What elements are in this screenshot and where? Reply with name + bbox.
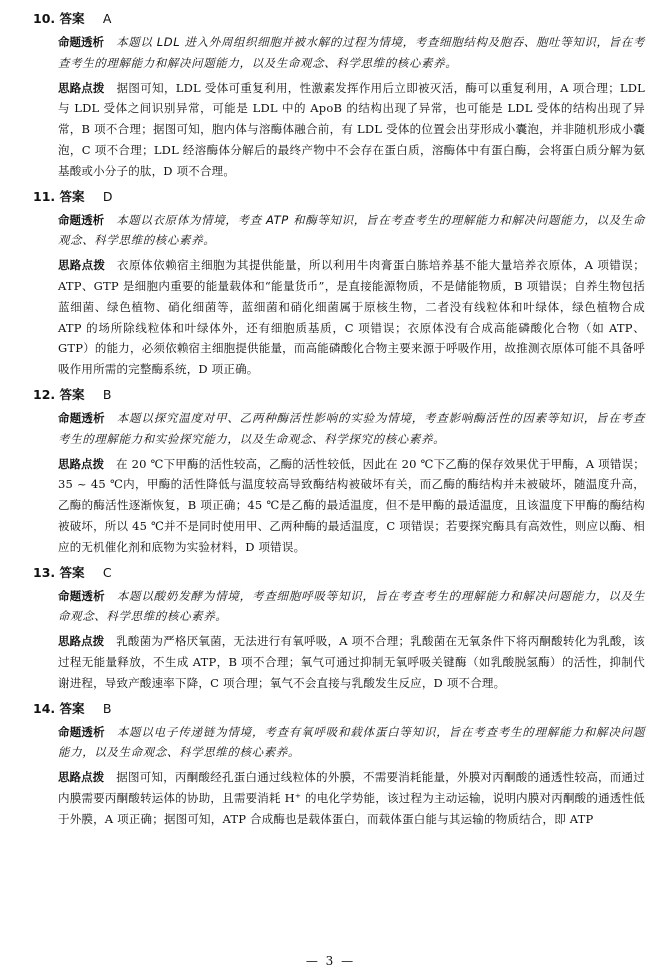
question-10 — [33, 10, 645, 182]
hint-paragraph — [58, 631, 645, 693]
answer-value: A — [102, 11, 112, 26]
question-12 — [33, 386, 645, 558]
question-number: 13. — [33, 564, 56, 580]
hint-label: 思路点拨 — [58, 456, 105, 471]
answer-label: 答案 — [59, 188, 85, 204]
question-11 — [33, 188, 645, 380]
hint-paragraph — [58, 255, 645, 380]
question-number: 10. — [33, 11, 56, 26]
hint-label: 思路点拨 — [58, 258, 106, 273]
question-header — [33, 10, 645, 28]
question-number: 14. — [33, 700, 56, 716]
answer-value: C — [102, 564, 112, 580]
hint-label: 思路点拨 — [58, 770, 105, 785]
answer-value: B — [102, 700, 112, 716]
analysis-label: 命题透析 — [58, 410, 105, 425]
answer-label: 答案 — [59, 564, 85, 580]
answer-label: 答案 — [59, 700, 85, 716]
question-14 — [33, 700, 645, 830]
question-number: 11. — [33, 188, 56, 204]
analysis-paragraph — [58, 722, 645, 764]
hint-text: 在 20 ℃下甲酶的活性较高，乙酶的活性较低，因此在 20 ℃下乙酶的保存效果优于甲酶，A 项错误；35 ~ 45 ℃内，甲酶的活性降低与温度较高导致酶结构被破坏有关，而乙酶的酶结构并未被破坏，随温度升高，乙酶的酶活性逐渐恢复，B 项正确；45 ℃是乙酶的最适温度，但不是甲酶的最适温度，且该温度下甲酶的酶结构被破坏，所以 45 ℃并不是同时使用甲、乙两种酶的最适温度，C 项错误；若要探究酶具有高效性，则应以酶、相应的无机催化剂和底物为实验材料，D 项错误。 — [58, 456, 646, 554]
hint-text: 据图可知，丙酮酸经孔蛋白通过线粒体的外膜，不需要消耗能量，外膜对丙酮酸的通透性较高，而通过内膜需要丙酮酸转运体的协助，且需要消耗 H⁺ 的电化学势能，该过程为主动运输，说明内膜对丙酮酸的通透性低于外膜，A 项正确；据图可知，ATP 合成酶也是载体蛋白，而载体蛋白能与其运输的物质结合，即 ATP — [58, 770, 646, 826]
answer-value: B — [102, 386, 112, 402]
question-header — [33, 564, 645, 582]
question-header — [33, 188, 645, 206]
hint-paragraph — [58, 767, 645, 829]
page-number: — 3 — — [305, 954, 356, 968]
answer-page — [33, 8, 645, 836]
analysis-label: 命题透析 — [58, 724, 105, 739]
question-header — [33, 700, 645, 718]
analysis-paragraph — [58, 408, 645, 450]
analysis-paragraph — [58, 32, 645, 74]
analysis-text: 本题以探究温度对甲、乙两种酶活性影响的实验为情境，考查影响酶活性的因素等知识，旨在考查考生的理解能力和实验探究能力，以及生命观念、科学探究的核心素养。 — [58, 410, 646, 446]
analysis-paragraph — [58, 586, 645, 628]
hint-paragraph — [58, 78, 645, 182]
analysis-text: 本题以酸奶发酵为情境，考查细胞呼吸等知识，旨在考查考生的理解能力和解决问题能力，以及生命观念、科学思维的核心素养。 — [58, 588, 646, 624]
hint-text: 衣原体依赖宿主细胞为其提供能量，所以利用牛肉膏蛋白胨培养基不能大量培养衣原体，A 项错误；ATP、GTP 是细胞内重要的能量载体和“能量货币”，是直接能源物质，不是储能物质，B 项错误；自养生物包括蓝细菌、绿色植物、硝化细菌等，蓝细菌和硝化细菌属于原核生物，二者没有线粒体和叶绿体，绿色植物合成 ATP 的场所除线粒体和叶绿体外，还有细胞质基质，C 项错误；衣原体没有合成高能磷酸化合物（如 ATP、GTP）的能力，必须依赖宿主细胞提供能量，而高能磷酸化合物主要来源于呼吸作用，故推测衣原体可能不具备呼吸作用所需的完整酶系统，D 项正确。 — [58, 258, 645, 377]
analysis-label: 命题透析 — [58, 35, 105, 49]
analysis-text: 本题以电子传递链为情境，考查有氧呼吸和载体蛋白等知识，旨在考查考生的理解能力和解决问题能力，以及生命观念、科学思维的核心素养。 — [58, 724, 646, 760]
analysis-paragraph — [58, 210, 645, 252]
answer-label: 答案 — [59, 386, 85, 402]
hint-label: 思路点拨 — [58, 634, 105, 649]
hint-label: 思路点拨 — [58, 80, 105, 95]
question-header — [33, 386, 645, 404]
analysis-text: 本题以衣原体为情境，考查 ATP 和酶等知识，旨在考查考生的理解能力和解决问题能力，以及生命观念、科学思维的核心素养。 — [58, 212, 645, 248]
hint-text: 乳酸菌为严格厌氧菌，无法进行有氧呼吸，A 项不合理；乳酸菌在无氧条件下将丙酮酸转化为乳酸，该过程无能量释放，不生成 ATP，B 项不合理；氧气可通过抑制无氧呼吸关键酶（如乳酸脱氢酶）的活性，抑制代谢进程，导致产酸速率下降，C 项合理；氧气不会直接与乳酸发生反应，D 项不合理。 — [58, 634, 646, 690]
hint-paragraph — [58, 454, 645, 558]
answer-label: 答案 — [59, 11, 85, 26]
question-13 — [33, 564, 645, 694]
question-number: 12. — [33, 386, 56, 402]
analysis-label: 命题透析 — [58, 588, 105, 603]
answer-value: D — [102, 188, 113, 204]
analysis-label: 命题透析 — [58, 212, 105, 227]
hint-text: 据图可知，LDL 受体可重复利用，性激素发挥作用后立即被灭活，酶可以重复利用，A 项合理；LDL 与 LDL 受体之间识别异常，可能是 LDL 中的 ApoB 的结构出现了异常，也可能是 LDL 受体的结构出现了异常，B 项不合理；据图可知，胞内体与溶酶体融合前，有 LDL 受体的位置会出芽形成小囊泡，并非随机形成小囊泡，C 项不合理；LDL 经溶酶体分解后的最终产物中不会存在蛋白质，溶酶体中有蛋白酶，会将蛋白质分解为氨基酸或小分子的肽，D 项不合理。 — [58, 80, 646, 178]
analysis-text: 本题以 LDL 进入外周组织细胞并被水解的过程为情境，考查细胞结构及胞吞、胞吐等知识，旨在考查考生的理解能力和解决问题能力，以及生命观念、科学思维的核心素养。 — [58, 35, 646, 70]
